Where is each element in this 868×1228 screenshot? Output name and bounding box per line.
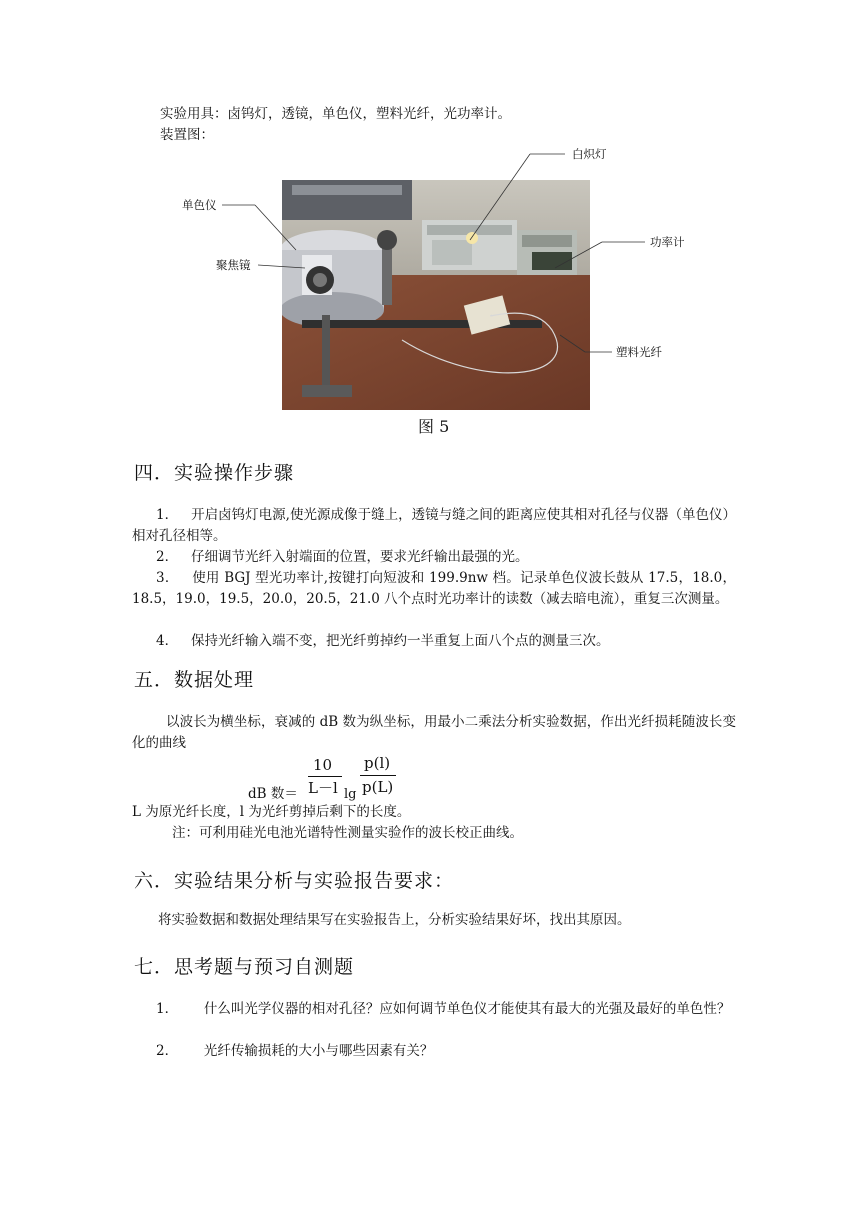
apparatus-line: 装置图： — [160, 127, 214, 143]
question-1-text: 什么叫光学仪器的相对孔径？应如何调节单色仪才能使其有最大的光强及最好的单色性？ — [203, 1001, 731, 1017]
step-4-num: 4． — [156, 633, 179, 649]
step-3-num: 3． — [156, 570, 179, 586]
label-focusing-lens: 聚焦镜 — [216, 258, 251, 272]
step-1-text: 开启卤钨灯电源,使光源成像于缝上，透镜与缝之间的距离应使其相对孔径与仪器（单色仪）相对孔径相等。 — [132, 507, 737, 544]
callout-lines — [0, 0, 868, 430]
figure-caption: 图 5 — [418, 417, 450, 436]
section5-note1: L 为原光纤长度，l 为光纤剪掉后剩下的长度。 — [132, 804, 411, 820]
formula-lhs: dB 数＝ — [248, 786, 298, 802]
label-plastic-fiber: 塑料光纤 — [616, 345, 662, 359]
step-2-text: 仔细调节光纤入射端面的位置，要求光纤输出最强的光。 — [190, 549, 529, 565]
label-monochromator: 单色仪 — [182, 198, 217, 212]
step-2 — [132, 547, 736, 568]
step-1-num: 1． — [156, 507, 179, 523]
equipment-line: 实验用具：卤钨灯，透镜，单色仪，塑料光纤，光功率计。 — [160, 106, 511, 122]
formula-p-L: p(L) — [362, 778, 394, 796]
step-4-text: 保持光纤输入端不变，把光纤剪掉约一半重复上面八个点的测量三次。 — [190, 633, 610, 649]
question-2-num: 2． — [156, 1043, 179, 1059]
section6-title: 六．实验结果分析与实验报告要求： — [134, 870, 455, 892]
formula-fraction-bar — [308, 776, 342, 777]
section4-title: 四．实验操作步骤 — [134, 462, 295, 484]
section6-text: 将实验数据和数据处理结果写在实验报告上，分析实验结果好坏，找出其原因。 — [158, 912, 631, 928]
step-4 — [132, 631, 736, 652]
formula-p-l: p(l) — [364, 754, 391, 772]
formula-log-bar — [360, 775, 396, 776]
section5-note2: 注：可利用硅光电池光谱特性测量实验作的波长校正曲线。 — [172, 825, 523, 841]
question-1-num: 1． — [156, 1001, 179, 1017]
question-2-text: 光纤传输损耗的大小与哪些因素有关？ — [203, 1043, 434, 1059]
label-power-meter: 功率计 — [650, 235, 685, 249]
question-1 — [132, 999, 736, 1020]
formula-denominator: L－l — [308, 779, 338, 797]
section5-intro: 以波长为横坐标，衰减的 dB 数为纵坐标，用最小二乘法分析实验数据，作出光纤损耗随波长变化的曲线 — [132, 714, 736, 751]
step-2-num: 2． — [156, 549, 179, 565]
step-3-text: 使用 BGJ 型光功率计,按键打向短波和 199.9nw 档。记录单色仪波长鼓从 17.5，18.0，18.5，19.0，19.5，20.0，20.5，21.0 八个点时光功率计的读数（减去暗电流），重复三次测量。 — [132, 570, 737, 607]
section5-title: 五．数据处理 — [134, 669, 255, 691]
step-1 — [132, 505, 736, 547]
formula-log: lg — [344, 787, 357, 802]
formula-numerator: 10 — [313, 756, 333, 774]
question-2 — [132, 1041, 736, 1062]
step-3 — [132, 568, 736, 610]
label-lamp: 白炽灯 — [572, 147, 607, 161]
section7-title: 七．思考题与预习自测题 — [134, 956, 355, 978]
